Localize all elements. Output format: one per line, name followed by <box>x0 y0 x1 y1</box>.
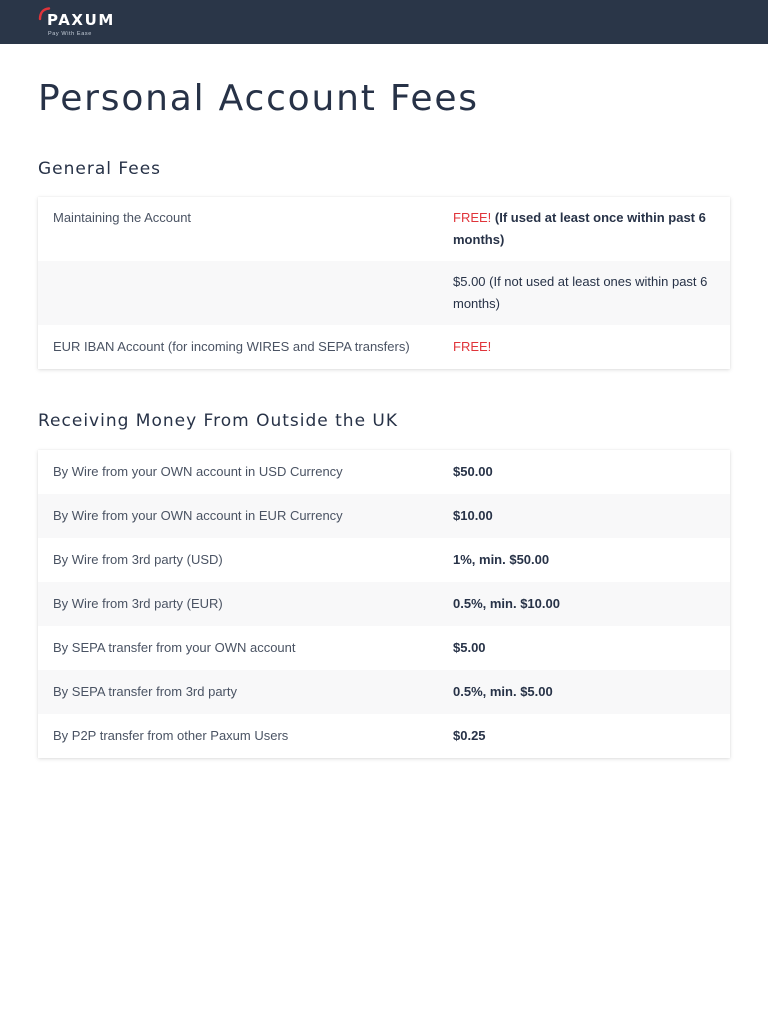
fee-value: 0.5%, min. $10.00 <box>453 596 560 611</box>
fee-free-label: FREE! <box>453 210 492 225</box>
general-fees-table <box>38 197 730 369</box>
top-navigation-bar <box>0 0 768 44</box>
table-row <box>38 538 730 582</box>
fee-description: By Wire from your OWN account in USD Currency <box>53 464 343 479</box>
fee-description: By SEPA transfer from 3rd party <box>53 684 237 699</box>
logo-tagline: Pay With Ease <box>48 31 92 37</box>
fee-value: $5.00 <box>453 640 486 655</box>
paxum-logo[interactable] <box>38 6 128 40</box>
fee-value: 0.5%, min. $5.00 <box>453 684 553 699</box>
fee-value: 1%, min. $50.00 <box>453 552 550 567</box>
fee-description: EUR IBAN Account (for incoming WIRES and SEPA transfers) <box>53 339 410 354</box>
fee-description: By Wire from 3rd party (USD) <box>53 552 223 567</box>
fee-description: By SEPA transfer from your OWN account <box>53 640 296 655</box>
page-title: Personal Account Fees <box>38 78 479 119</box>
table-row <box>38 261 730 325</box>
table-row <box>38 450 730 494</box>
fee-value <box>453 207 730 251</box>
logo-name: PAXUM <box>47 11 115 29</box>
fee-free-label: FREE! <box>453 339 492 354</box>
fee-condition-note: (If used at least once within past 6 months) <box>453 210 706 247</box>
fee-value <box>453 336 730 358</box>
receiving-fees-table <box>38 450 730 758</box>
table-row <box>38 494 730 538</box>
table-row <box>38 582 730 626</box>
receiving-money-title: Receiving Money From Outside the UK <box>38 411 399 431</box>
table-row <box>38 670 730 714</box>
table-row <box>38 325 730 369</box>
fee-value: $0.25 <box>453 728 486 743</box>
fee-description: By P2P transfer from other Paxum Users <box>53 728 289 743</box>
fee-condition-note: $5.00 (If not used at least ones within past 6 months) <box>453 274 708 311</box>
main-content <box>0 78 768 758</box>
fee-value: $10.00 <box>453 508 493 523</box>
table-row <box>38 197 730 261</box>
fee-description: By Wire from 3rd party (EUR) <box>53 596 223 611</box>
general-fees-title: General Fees <box>38 159 162 179</box>
fee-description: By Wire from your OWN account in EUR Currency <box>53 508 343 523</box>
fee-description: Maintaining the Account <box>53 210 192 225</box>
fee-value: $50.00 <box>453 464 493 479</box>
table-row <box>38 626 730 670</box>
table-row <box>38 714 730 758</box>
fee-value <box>453 271 730 315</box>
